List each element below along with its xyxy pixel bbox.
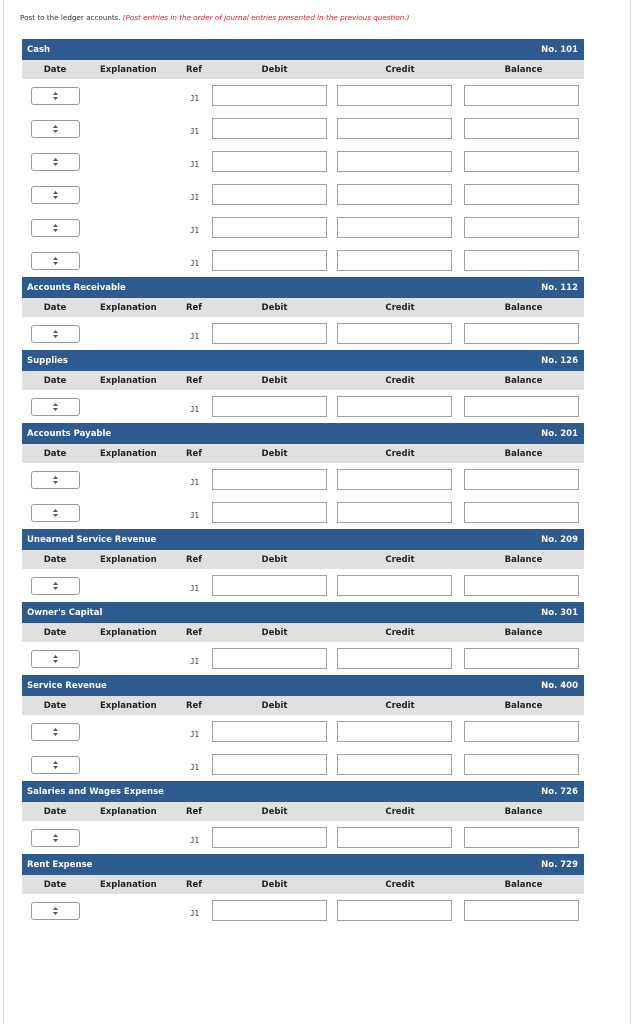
account-number: No. 729 — [541, 859, 578, 870]
balance-input[interactable] — [464, 575, 579, 596]
column-header-date: Date — [43, 448, 67, 459]
date-select[interactable] — [31, 471, 80, 489]
ref-cell — [186, 901, 212, 920]
column-header-ref: Ref — [186, 448, 203, 459]
account-number: No. 301 — [541, 607, 578, 618]
updown-arrows-icon — [53, 191, 58, 199]
credit-input[interactable] — [337, 85, 452, 106]
credit-cell — [337, 151, 463, 172]
debit-input[interactable] — [212, 118, 327, 139]
balance-input[interactable] — [464, 754, 579, 775]
credit-input[interactable] — [337, 575, 452, 596]
ref-value: J1 — [190, 332, 200, 341]
debit-input[interactable] — [212, 900, 327, 921]
column-header-explanation: Explanation — [100, 627, 157, 638]
date-cell — [22, 902, 88, 920]
column-header-debit: Debit — [261, 554, 288, 565]
account-number: No. 126 — [541, 355, 578, 366]
debit-cell — [212, 502, 337, 523]
column-header-explanation: Explanation — [100, 554, 157, 565]
date-cell — [22, 398, 88, 416]
credit-input[interactable] — [337, 648, 452, 669]
debit-cell — [212, 151, 337, 172]
column-header-explanation: Explanation — [100, 879, 157, 890]
column-header-ref: Ref — [186, 302, 203, 313]
balance-cell — [463, 575, 584, 596]
column-header-balance: Balance — [504, 627, 543, 638]
credit-cell — [337, 85, 463, 106]
ledger-account — [22, 675, 584, 781]
balance-input[interactable] — [464, 250, 579, 271]
column-header-date: Date — [43, 806, 67, 817]
column-header-date: Date — [43, 879, 67, 890]
column-header-credit: Credit — [385, 375, 415, 386]
date-cell — [22, 252, 88, 270]
balance-cell — [463, 250, 584, 271]
column-header-ref: Ref — [186, 879, 203, 890]
instruction-note: (Post entries in the order of journal entries presented in the previous question.) — [122, 13, 410, 22]
date-cell — [22, 577, 88, 595]
ref-cell — [186, 324, 212, 343]
balance-cell — [463, 502, 584, 523]
credit-input[interactable] — [337, 721, 452, 742]
ref-value: J1 — [190, 259, 200, 268]
ledger-row — [22, 244, 584, 277]
credit-cell — [337, 827, 463, 848]
credit-cell — [337, 575, 463, 596]
balance-cell — [463, 151, 584, 172]
account-name: Owner's Capital — [27, 607, 103, 618]
ref-value: J1 — [190, 160, 200, 169]
ref-value: J1 — [190, 127, 200, 136]
ledger-row — [22, 317, 584, 350]
ledger-accounts — [22, 39, 584, 927]
ledger-account — [22, 350, 584, 423]
updown-arrows-icon — [53, 834, 58, 842]
column-header-ref: Ref — [186, 554, 203, 565]
ref-cell — [186, 828, 212, 847]
date-cell — [22, 756, 88, 774]
date-cell — [22, 153, 88, 171]
debit-input[interactable] — [212, 217, 327, 238]
ledger-account — [22, 602, 584, 675]
debit-input[interactable] — [212, 502, 327, 523]
credit-cell — [337, 648, 463, 669]
date-select[interactable] — [31, 87, 80, 105]
updown-arrows-icon — [53, 403, 58, 411]
date-select[interactable] — [31, 252, 80, 270]
ref-value: J1 — [190, 193, 200, 202]
credit-cell — [337, 721, 463, 742]
ref-value: J1 — [190, 657, 200, 666]
credit-input[interactable] — [337, 396, 452, 417]
date-select[interactable] — [31, 398, 80, 416]
updown-arrows-icon — [53, 92, 58, 100]
date-select[interactable] — [31, 120, 80, 138]
ref-cell — [186, 251, 212, 270]
column-headers — [22, 623, 584, 642]
balance-input[interactable] — [464, 469, 579, 490]
debit-input[interactable] — [212, 648, 327, 669]
balance-input[interactable] — [464, 151, 579, 172]
ref-value: J1 — [190, 730, 200, 739]
ledger-row — [22, 463, 584, 496]
ledger-account — [22, 39, 584, 277]
column-header-explanation: Explanation — [100, 64, 157, 75]
balance-cell — [463, 323, 584, 344]
date-cell — [22, 471, 88, 489]
account-name: Supplies — [27, 355, 68, 366]
column-header-credit: Credit — [385, 64, 415, 75]
date-select[interactable] — [31, 577, 80, 595]
balance-cell — [463, 85, 584, 106]
account-name: Rent Expense — [27, 859, 93, 870]
column-header-debit: Debit — [261, 448, 288, 459]
column-header-ref: Ref — [186, 806, 203, 817]
debit-input[interactable] — [212, 721, 327, 742]
credit-input[interactable] — [337, 827, 452, 848]
date-select[interactable] — [31, 650, 80, 668]
column-headers — [22, 371, 584, 390]
column-header-ref: Ref — [186, 375, 203, 386]
ledger-row — [22, 748, 584, 781]
column-header-date: Date — [43, 554, 67, 565]
column-headers — [22, 444, 584, 463]
ledger-header — [22, 277, 584, 298]
updown-arrows-icon — [53, 158, 58, 166]
column-header-balance: Balance — [504, 375, 543, 386]
balance-cell — [463, 900, 584, 921]
balance-input[interactable] — [464, 827, 579, 848]
date-cell — [22, 504, 88, 522]
balance-input[interactable] — [464, 900, 579, 921]
ref-value: J1 — [190, 226, 200, 235]
credit-cell — [337, 250, 463, 271]
balance-input[interactable] — [464, 184, 579, 205]
ledger-header — [22, 854, 584, 875]
debit-input[interactable] — [212, 575, 327, 596]
date-cell — [22, 723, 88, 741]
date-select[interactable] — [31, 219, 80, 237]
ref-cell — [186, 470, 212, 489]
column-header-balance: Balance — [504, 302, 543, 313]
credit-cell — [337, 217, 463, 238]
credit-input[interactable] — [337, 754, 452, 775]
account-name: Unearned Service Revenue — [27, 534, 157, 545]
column-header-date: Date — [43, 700, 67, 711]
ledger-account — [22, 423, 584, 529]
column-header-credit: Credit — [385, 879, 415, 890]
balance-input[interactable] — [464, 502, 579, 523]
column-header-ref: Ref — [186, 64, 203, 75]
ref-cell — [186, 185, 212, 204]
ref-cell — [186, 649, 212, 668]
account-number: No. 201 — [541, 428, 578, 439]
ref-cell — [186, 397, 212, 416]
account-number: No. 112 — [541, 282, 578, 293]
balance-input[interactable] — [464, 396, 579, 417]
debit-cell — [212, 323, 337, 344]
credit-cell — [337, 323, 463, 344]
column-headers — [22, 298, 584, 317]
ledger-row — [22, 894, 584, 927]
column-header-balance: Balance — [504, 806, 543, 817]
ref-cell — [186, 86, 212, 105]
column-header-debit: Debit — [261, 627, 288, 638]
balance-input[interactable] — [464, 648, 579, 669]
ref-cell — [186, 152, 212, 171]
account-number: No. 101 — [541, 44, 578, 55]
debit-cell — [212, 85, 337, 106]
column-headers — [22, 875, 584, 894]
column-header-ref: Ref — [186, 700, 203, 711]
updown-arrows-icon — [53, 257, 58, 265]
updown-arrows-icon — [53, 509, 58, 517]
debit-cell — [212, 184, 337, 205]
ledger-header — [22, 350, 584, 371]
ledger-row — [22, 642, 584, 675]
updown-arrows-icon — [53, 125, 58, 133]
balance-input[interactable] — [464, 118, 579, 139]
credit-input[interactable] — [337, 151, 452, 172]
column-header-explanation: Explanation — [100, 448, 157, 459]
ref-cell — [186, 755, 212, 774]
ledger-row — [22, 211, 584, 244]
column-header-date: Date — [43, 64, 67, 75]
credit-cell — [337, 396, 463, 417]
credit-input[interactable] — [337, 184, 452, 205]
ledger-header — [22, 39, 584, 60]
date-select[interactable] — [31, 504, 80, 522]
updown-arrows-icon — [53, 728, 58, 736]
column-header-debit: Debit — [261, 375, 288, 386]
ref-value: J1 — [190, 763, 200, 772]
ref-cell — [186, 722, 212, 741]
account-number: No. 209 — [541, 534, 578, 545]
ledger-row — [22, 178, 584, 211]
debit-cell — [212, 648, 337, 669]
ledger-row — [22, 79, 584, 112]
column-header-debit: Debit — [261, 302, 288, 313]
debit-cell — [212, 118, 337, 139]
column-header-credit: Credit — [385, 448, 415, 459]
account-number: No. 400 — [541, 680, 578, 691]
debit-input[interactable] — [212, 184, 327, 205]
ref-value: J1 — [190, 94, 200, 103]
ledger-account — [22, 854, 584, 927]
balance-input[interactable] — [464, 217, 579, 238]
debit-cell — [212, 217, 337, 238]
date-cell — [22, 325, 88, 343]
debit-cell — [212, 469, 337, 490]
ledger-row — [22, 569, 584, 602]
column-headers — [22, 802, 584, 821]
credit-cell — [337, 754, 463, 775]
date-cell — [22, 120, 88, 138]
ref-cell — [186, 218, 212, 237]
updown-arrows-icon — [53, 476, 58, 484]
column-header-debit: Debit — [261, 64, 288, 75]
column-header-balance: Balance — [504, 879, 543, 890]
account-name: Accounts Receivable — [27, 282, 126, 293]
ref-cell — [186, 119, 212, 138]
debit-cell — [212, 827, 337, 848]
debit-input[interactable] — [212, 250, 327, 271]
date-select[interactable] — [31, 756, 80, 774]
ref-cell — [186, 576, 212, 595]
ledger-header — [22, 529, 584, 550]
ledger-row — [22, 390, 584, 423]
balance-cell — [463, 469, 584, 490]
balance-cell — [463, 827, 584, 848]
column-header-explanation: Explanation — [100, 806, 157, 817]
balance-input[interactable] — [464, 721, 579, 742]
credit-input[interactable] — [337, 502, 452, 523]
ledger-account — [22, 781, 584, 854]
balance-cell — [463, 396, 584, 417]
column-header-credit: Credit — [385, 700, 415, 711]
credit-input[interactable] — [337, 469, 452, 490]
ledger-header — [22, 675, 584, 696]
date-cell — [22, 650, 88, 668]
column-header-balance: Balance — [504, 64, 543, 75]
credit-input[interactable] — [337, 118, 452, 139]
ledger-account — [22, 277, 584, 350]
ref-cell — [186, 503, 212, 522]
debit-cell — [212, 754, 337, 775]
balance-cell — [463, 721, 584, 742]
date-select[interactable] — [31, 829, 80, 847]
account-name: Accounts Payable — [27, 428, 112, 439]
column-header-explanation: Explanation — [100, 302, 157, 313]
debit-cell — [212, 900, 337, 921]
column-header-balance: Balance — [504, 554, 543, 565]
balance-cell — [463, 754, 584, 775]
debit-input[interactable] — [212, 827, 327, 848]
ledger-row — [22, 715, 584, 748]
column-header-debit: Debit — [261, 700, 288, 711]
date-cell — [22, 219, 88, 237]
updown-arrows-icon — [53, 330, 58, 338]
ledger-header — [22, 423, 584, 444]
ref-value: J1 — [190, 478, 200, 487]
credit-input[interactable] — [337, 323, 452, 344]
column-header-date: Date — [43, 302, 67, 313]
column-header-date: Date — [43, 375, 67, 386]
date-cell — [22, 829, 88, 847]
ref-value: J1 — [190, 584, 200, 593]
instruction — [20, 13, 409, 22]
updown-arrows-icon — [53, 655, 58, 663]
balance-cell — [463, 184, 584, 205]
credit-cell — [337, 502, 463, 523]
account-name: Cash — [27, 44, 51, 55]
updown-arrows-icon — [53, 907, 58, 915]
balance-cell — [463, 648, 584, 669]
debit-input[interactable] — [212, 396, 327, 417]
debit-input[interactable] — [212, 754, 327, 775]
date-select[interactable] — [31, 902, 80, 920]
credit-cell — [337, 118, 463, 139]
debit-cell — [212, 721, 337, 742]
ledger-row — [22, 821, 584, 854]
credit-input[interactable] — [337, 250, 452, 271]
debit-input[interactable] — [212, 469, 327, 490]
ref-value: J1 — [190, 836, 200, 845]
column-header-credit: Credit — [385, 627, 415, 638]
date-cell — [22, 87, 88, 105]
balance-cell — [463, 217, 584, 238]
column-headers — [22, 60, 584, 79]
instruction-text: Post to the ledger accounts. — [20, 13, 121, 22]
column-header-balance: Balance — [504, 700, 543, 711]
updown-arrows-icon — [53, 761, 58, 769]
debit-cell — [212, 575, 337, 596]
column-header-ref: Ref — [186, 627, 203, 638]
date-select[interactable] — [31, 153, 80, 171]
ledger-row — [22, 112, 584, 145]
debit-input[interactable] — [212, 323, 327, 344]
ledger-account — [22, 529, 584, 602]
debit-input[interactable] — [212, 151, 327, 172]
debit-cell — [212, 250, 337, 271]
column-header-balance: Balance — [504, 448, 543, 459]
ref-value: J1 — [190, 511, 200, 520]
column-header-explanation: Explanation — [100, 700, 157, 711]
column-header-debit: Debit — [261, 806, 288, 817]
column-headers — [22, 550, 584, 569]
ledger-row — [22, 145, 584, 178]
column-headers — [22, 696, 584, 715]
account-name: Salaries and Wages Expense — [27, 786, 164, 797]
column-header-credit: Credit — [385, 554, 415, 565]
debit-cell — [212, 396, 337, 417]
balance-cell — [463, 118, 584, 139]
account-number: No. 726 — [541, 786, 578, 797]
debit-input[interactable] — [212, 85, 327, 106]
balance-input[interactable] — [464, 85, 579, 106]
column-header-date: Date — [43, 627, 67, 638]
ref-value: J1 — [190, 405, 200, 414]
balance-input[interactable] — [464, 323, 579, 344]
column-header-credit: Credit — [385, 302, 415, 313]
account-name: Service Revenue — [27, 680, 107, 691]
credit-input[interactable] — [337, 900, 452, 921]
ref-value: J1 — [190, 909, 200, 918]
updown-arrows-icon — [53, 582, 58, 590]
updown-arrows-icon — [53, 224, 58, 232]
ledger-row — [22, 496, 584, 529]
date-select[interactable] — [31, 325, 80, 343]
date-select[interactable] — [31, 186, 80, 204]
credit-input[interactable] — [337, 217, 452, 238]
credit-cell — [337, 900, 463, 921]
column-header-credit: Credit — [385, 806, 415, 817]
ledger-header — [22, 781, 584, 802]
date-select[interactable] — [31, 723, 80, 741]
credit-cell — [337, 469, 463, 490]
column-header-debit: Debit — [261, 879, 288, 890]
credit-cell — [337, 184, 463, 205]
date-cell — [22, 186, 88, 204]
column-header-explanation: Explanation — [100, 375, 157, 386]
ledger-header — [22, 602, 584, 623]
